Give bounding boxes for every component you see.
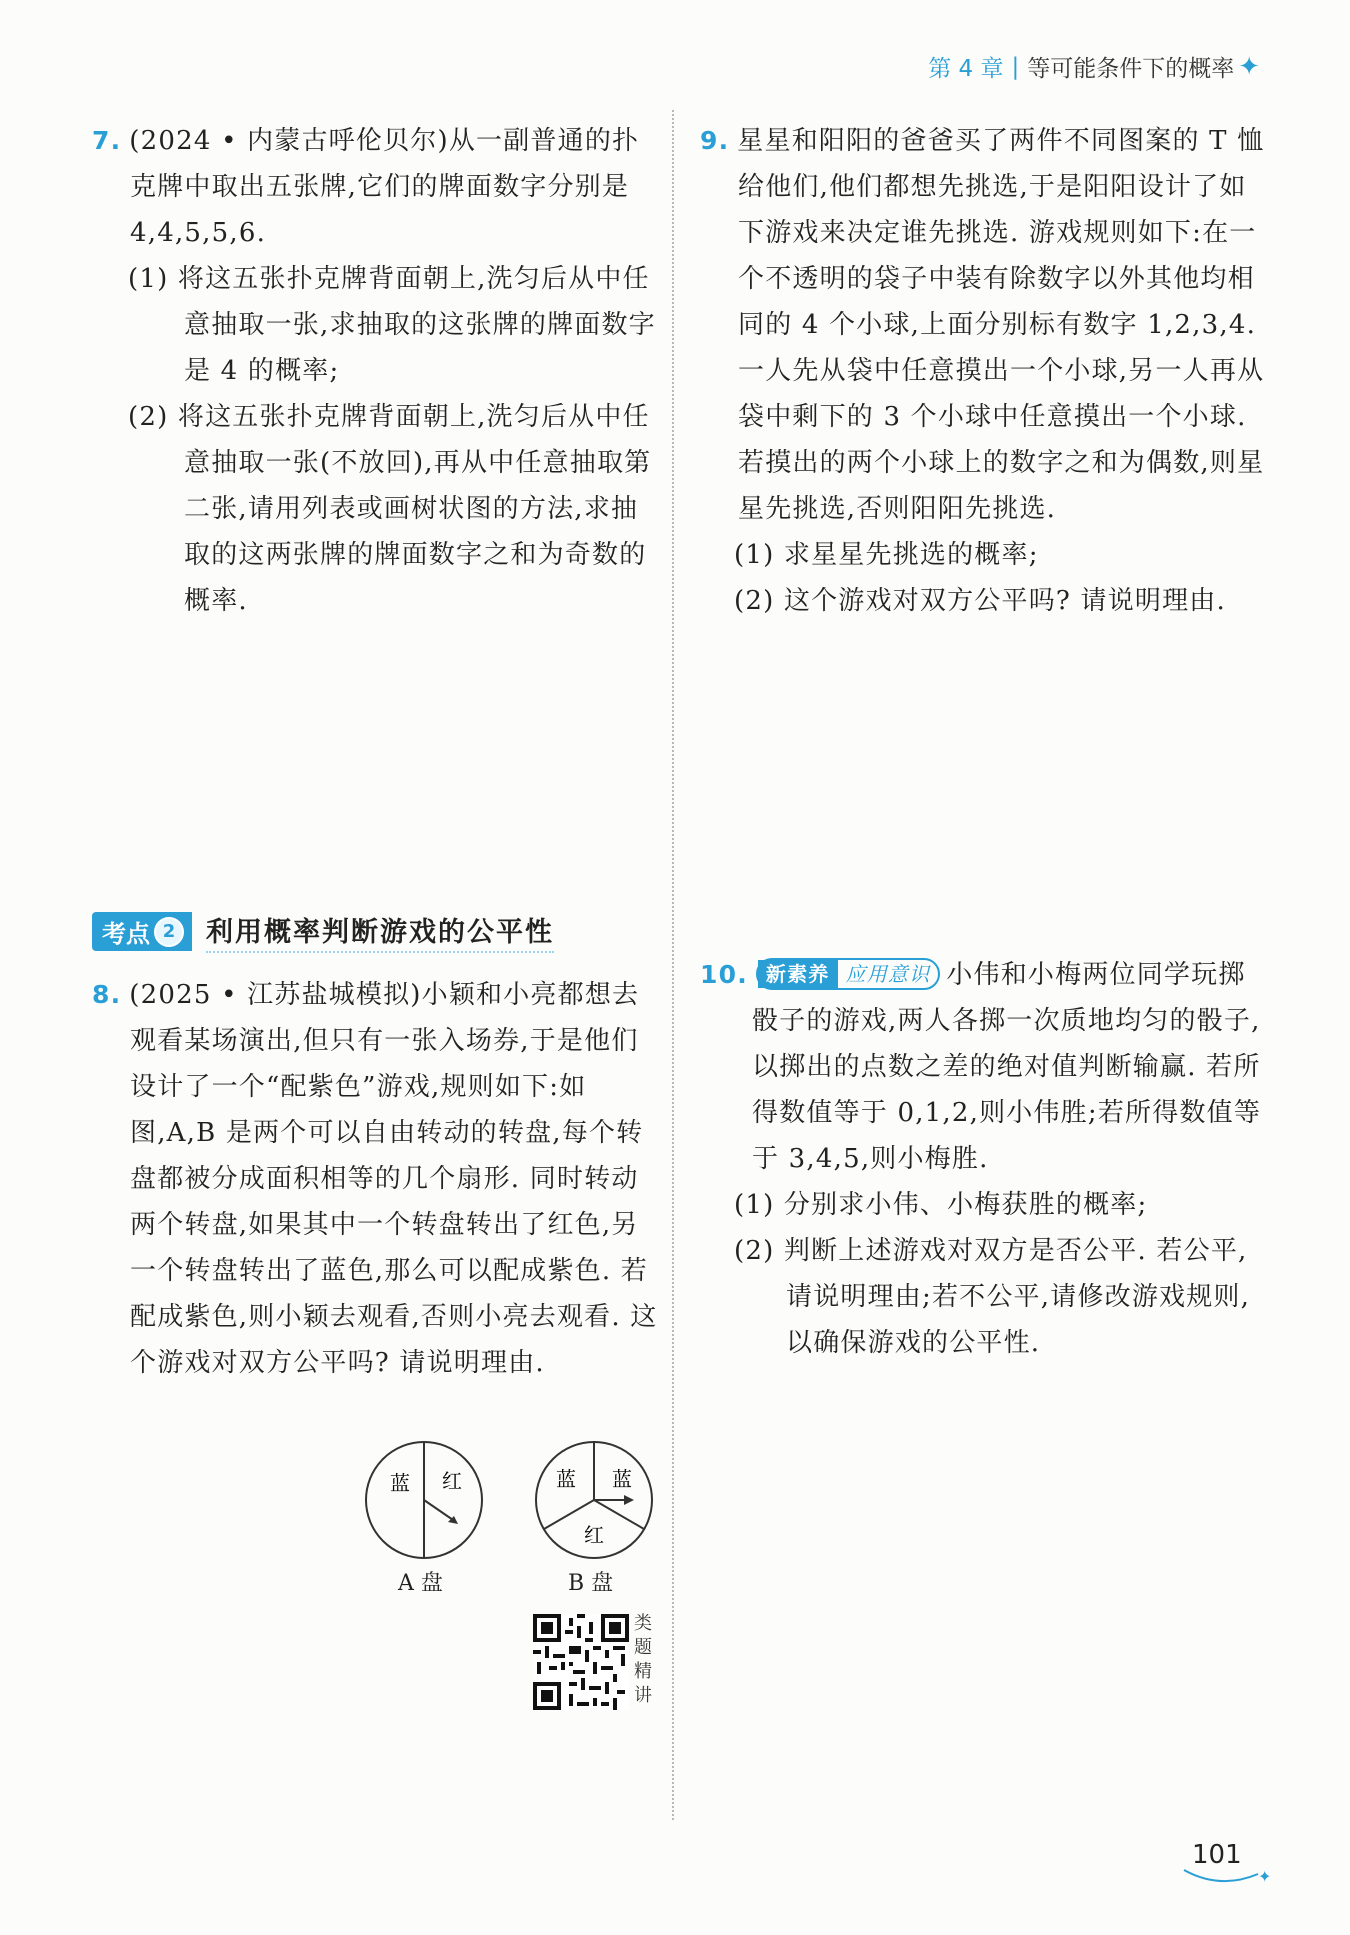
- qr-caption: 类题精讲: [634, 1613, 652, 1706]
- sparkle-icon: ✦: [1238, 51, 1260, 82]
- new-literacy-badge: [756, 958, 940, 990]
- badge-main-label: 新素养: [758, 960, 838, 988]
- question-9: [700, 118, 1270, 624]
- chapter-header: [928, 50, 1260, 83]
- question-10: [700, 952, 1270, 1366]
- question-7: [92, 118, 660, 624]
- section-number: 2: [154, 917, 184, 947]
- question-10-part-2: (2) 判断上述游戏对双方是否公平. 若公平,请说明理由;若不公平,请修改游戏规则,以确保游戏的公平性.: [734, 1236, 1251, 1358]
- spinner-b-caption: B 盘: [568, 1571, 614, 1596]
- question-10-text: 小伟和小梅两位同学玩掷骰子的游戏,两人各掷一次质地均匀的骰子,以掷出的点数之差的绝对值判断输赢. 若所得数值等于 0,1,2,则小伟胜;若所得数值等于 3,4,5,则小梅胜.: [752, 960, 1262, 1174]
- badge-sub-label: 应用意识: [845, 962, 931, 986]
- question-9-number: 9.: [700, 126, 730, 155]
- question-9-text: 星星和阳阳的爸爸买了两件不同图案的 T 恤给他们,他们都想先挑选,于是阳阳设计了如下游戏来决定谁先挑选. 游戏规则如下:在一个不透明的袋子中装有除数字以外其他均相同的 4 个小球,上面分别标有数字 1,2,3,4. 一人先从袋中任意摸出一个小球,另一人再从袋中剩下的 3 个小球中任意摸出一个小球. 若摸出的两个小球上的数字之和为偶数,则星星先挑选,否则阳阳先挑选.: [737, 126, 1265, 524]
- page-swoosh-icon: [1180, 1860, 1270, 1890]
- question-9-part-1: (1) 求星星先挑选的概率;: [734, 540, 1039, 570]
- column-divider: [672, 110, 674, 1820]
- chapter-number: 第 4 章: [928, 56, 1004, 82]
- section-tag: [92, 912, 192, 951]
- spinner-b-red-label: 红: [584, 1523, 604, 1547]
- question-7-number: 7.: [92, 126, 122, 155]
- question-7-text: (2024 • 内蒙古呼伦贝尔)从一副普通的扑克牌中取出五张牌,它们的牌面数字分别是 4,4,5,5,6.: [129, 126, 640, 248]
- question-8-number: 8.: [92, 980, 122, 1009]
- question-9-part-2: (2) 这个游戏对双方公平吗? 请说明理由.: [734, 586, 1226, 616]
- question-7-part-1: (1) 将这五张扑克牌背面朝上,洗匀后从中任意抽取一张,求抽取的这张牌的牌面数字是 4 的概率;: [128, 264, 656, 386]
- spinner-b: [532, 1438, 656, 1562]
- question-10-number: 10.: [700, 960, 748, 989]
- page-number: 101: [1192, 1840, 1242, 1870]
- section-tag-label: 考点: [102, 920, 150, 948]
- chapter-title: 等可能条件下的概率: [1027, 56, 1235, 82]
- header-separator: |: [1011, 53, 1020, 80]
- question-10-part-1: (1) 分别求小伟、小梅获胜的概率;: [734, 1190, 1148, 1220]
- spinner-a-blue-label: 蓝: [390, 1471, 410, 1495]
- svg-text:✦: ✦: [1258, 1867, 1272, 1886]
- spinner-b-blue-label-2: 蓝: [612, 1467, 632, 1491]
- question-8: [92, 972, 660, 1386]
- section-title: 利用概率判断游戏的公平性: [206, 910, 554, 953]
- spinner-b-blue-label-1: 蓝: [556, 1467, 576, 1491]
- question-7-part-2: (2) 将这五张扑克牌背面朝上,洗匀后从中任意抽取一张(不放回),再从中任意抽取第二张,请用列表或画树状图的方法,求抽取的这两张牌的牌面数字之和为奇数的概率.: [128, 402, 652, 616]
- section-heading: [92, 910, 554, 953]
- spinner-a: [362, 1438, 486, 1562]
- spinner-a-caption: A 盘: [398, 1571, 443, 1596]
- question-8-text: (2025 • 江苏盐城模拟)小颖和小亮都想去观看某场演出,但只有一张入场券,于是他们设计了一个“配紫色”游戏,规则如下:如图,A,B 是两个可以自由转动的转盘,每个转盘都被分成面积相等的几个扇形. 同时转动两个转盘,如果其中一个转盘转出了红色,另一个转盘转出了蓝色,那么可以配成紫色. 若配成紫色,则小颖去观看,否则小亮去观看. 这个游戏对双方公平吗? 请说明理由.: [129, 980, 658, 1378]
- spinner-a-red-label: 红: [442, 1469, 462, 1493]
- qr-code[interactable]: [533, 1614, 629, 1710]
